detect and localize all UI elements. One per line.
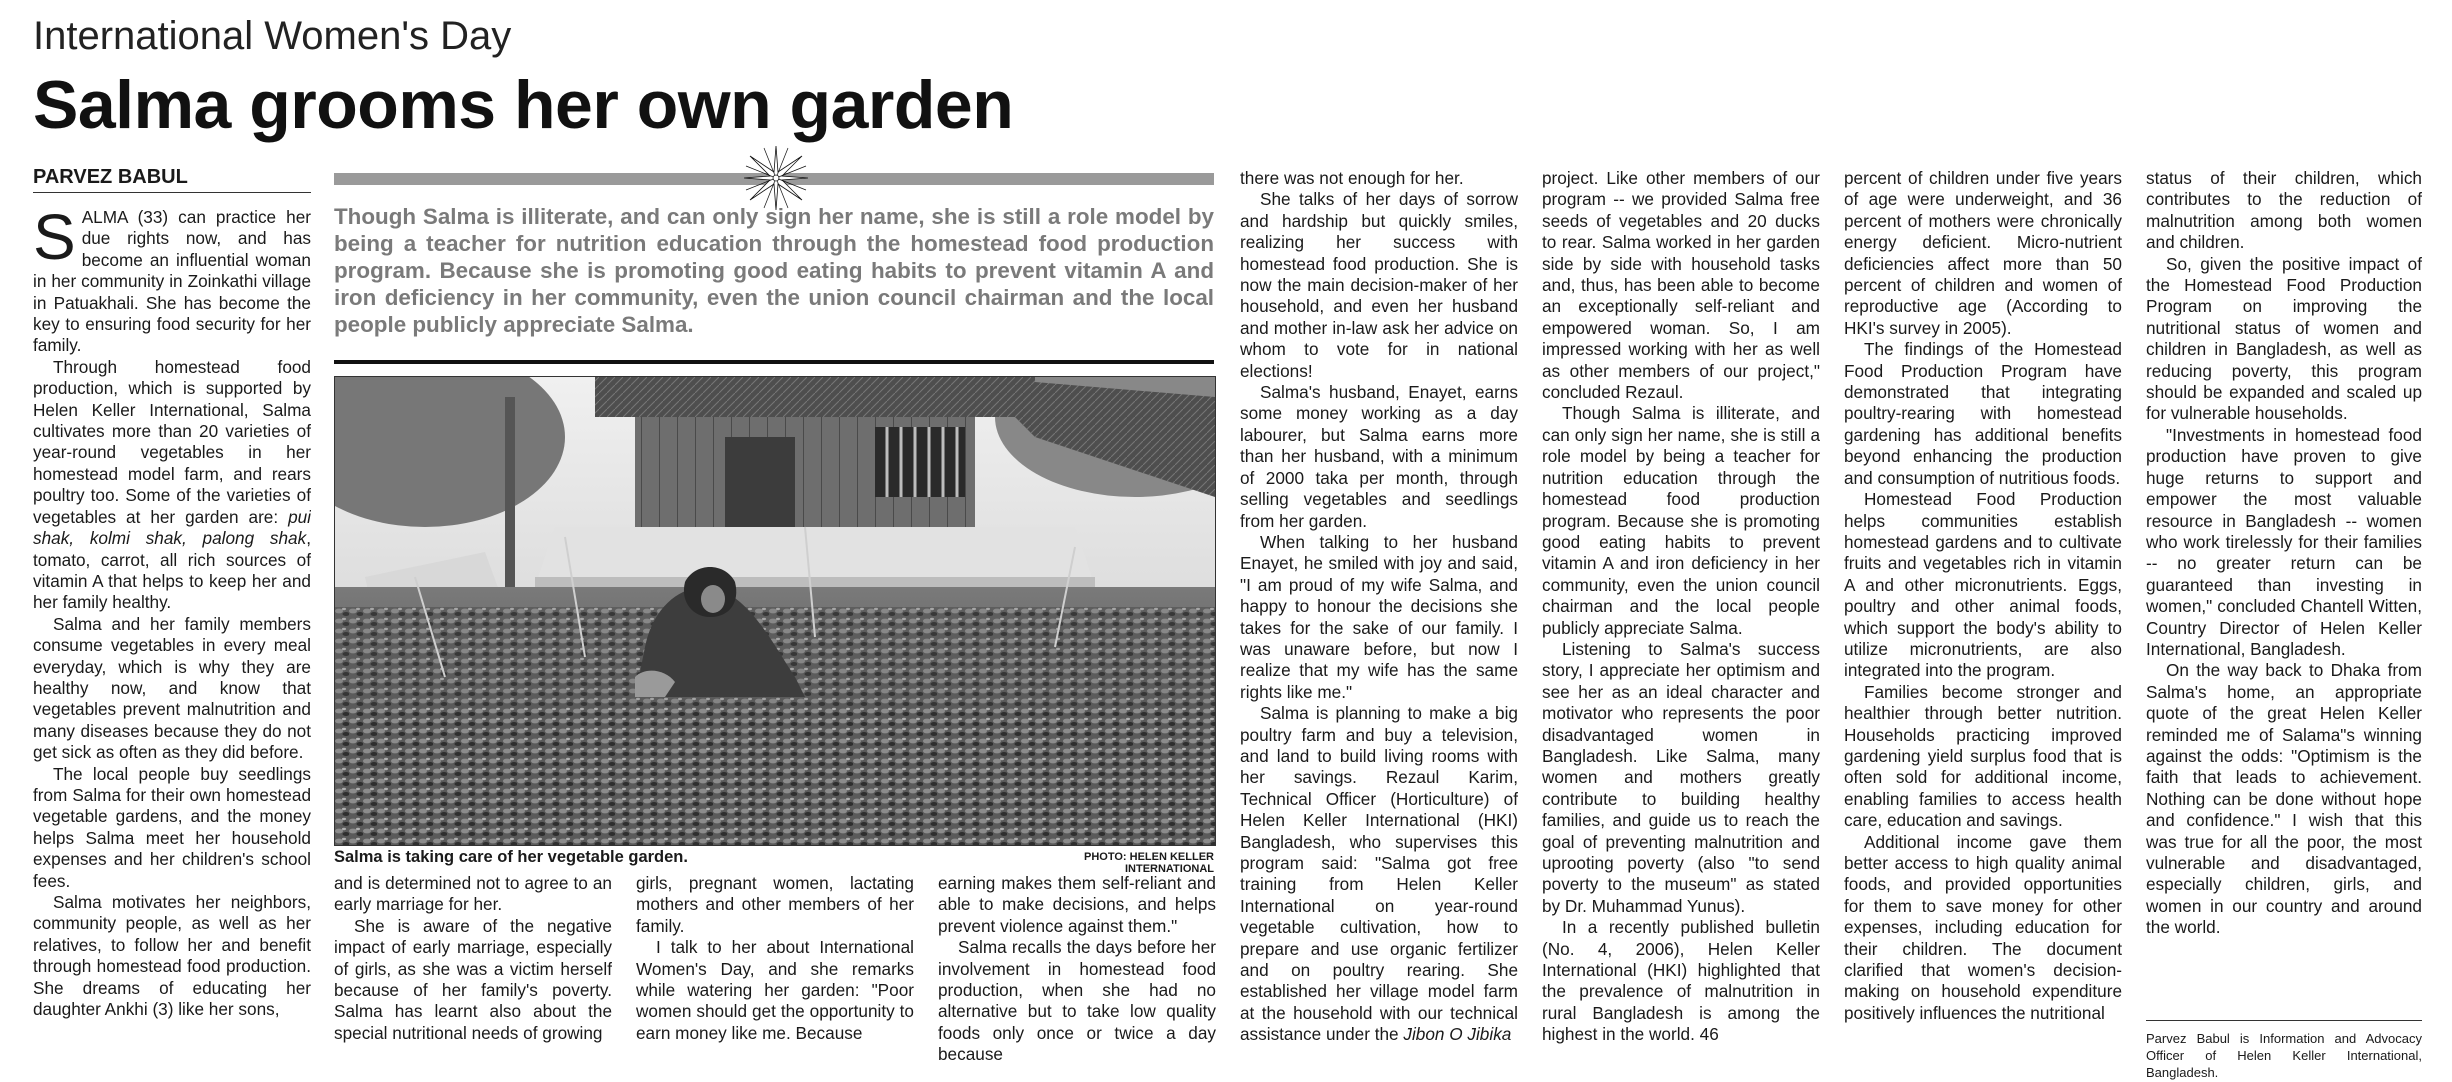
article-column-4 bbox=[938, 873, 1216, 1079]
paragraph: status of their children, which contributes to the reduction of malnutrition among both women and children. bbox=[2146, 168, 2422, 253]
article-column-3 bbox=[636, 873, 914, 1079]
paragraph: there was not enough for her. bbox=[1240, 168, 1464, 188]
paragraph: percent of children under five years of age were underweight, and 36 percent of mothers were chronically energy deficient. Micro-nutrient deficiencies affect more than 50 percent of children and women of reproductive age (According to HKI's survey in 2005). bbox=[1844, 168, 2122, 338]
paragraph-text: Salma is planning to make a big poultry farm and buy a television, and land to build living rooms with her savings. Rezaul Karim, Technical Officer (Horticulture) of Helen Keller International (HKI) Bangladesh, who supervises this program said: "Salma got free training from Helen Keller International on year-round vegetable cultivation, how to prepare and use organic fertilizer and on poultry rearing. She established her village model farm at the household with our technical assistance under the bbox=[1240, 703, 1518, 1045]
deck-summary: Though Salma is illiterate, and can only sign her name, she is still a role model by being a teacher for nutrition education through the homestead food production program. Because she is promoting good eating habits to prevent vitamin A and iron deficiency in her community, even the union council chairman and the local people publicly appreciate Salma. bbox=[334, 204, 1214, 337]
paragraph: On the way back to Dhaka from Salma's home, an appropriate quote of the great Helen Keller reminded me of Salama"s winning against the odds: "Optimism is the faith that leads to achievement. Nothing can be done without hope and confidence." I wish that this was true for all the poor, the most vulnerable and disadvantaged, especially children, girls, and women in our country and around the world. bbox=[2146, 660, 2422, 938]
paragraph bbox=[33, 357, 311, 614]
starburst-icon bbox=[744, 146, 808, 210]
bio-divider bbox=[2146, 1020, 2422, 1021]
paragraph: "Investments in homestead food production have proven to give huge returns to support and empower the most valuable resource in Bangladesh -- women who work tirelessly for their families -- no greater return can be guaranteed than investing in women," concluded Chantell Witten, Country Director of Helen Keller International, Bangladesh. bbox=[2146, 424, 2422, 659]
paragraph: The findings of the Homestead Food Production Program have demonstrated that integrating poultry-rearing with homestead gardening has additional benefits beyond enhancing the production and consumption of nutritious foods. bbox=[1844, 339, 2122, 488]
article-photo bbox=[334, 376, 1216, 846]
paragraph-text: Through homestead food production, which is supported by Helen Keller International, Salma cultivates more than 20 varieties of year-round vegetables in her homestead model farm, and rears poultry too. Some of the varieties of vegetables at her garden are: bbox=[33, 356, 311, 527]
article-column-5 bbox=[1240, 168, 1518, 1079]
paragraph bbox=[1240, 703, 1518, 1046]
drop-cap: S bbox=[33, 207, 76, 273]
paragraph: Homestead Food Production helps communities establish homestead gardens and to cultivate fruits and vegetables rich in vitamin A and other micronutrients. Eggs, poultry and other animal foods, which support the body's ability to utilize micronutrients, are also integrated into the program. bbox=[1844, 489, 2122, 681]
article-column-7 bbox=[1844, 168, 2122, 1079]
paragraph: Additional income gave them better access to high quality animal foods, and provided opportunities for them to save money for other expenses, including education for their children. The document clarified that women's decision-making on household expenditure positively influences the nutritional bbox=[1844, 831, 2122, 1023]
paragraph: Families become stronger and healthier through better nutrition. Households practicing improved gardening yield surplus food that is often sold for additional income, enabling families to access health care, education and savings. bbox=[1844, 681, 2122, 831]
paragraph: Salma's husband, Enayet, earns some money working as a day labourer, but Salma earns more than her husband, with a minimum of 2000 taka per month, through selling vegetables and seedlings from her garden. bbox=[1240, 382, 1518, 531]
paragraph: Listening to Salma's success story, I appreciate her optimism and see her as an ideal character and motivator who represents the poor disadvantaged women in Bangladesh. Like Salma, many women and mothers greatly contribute to building healthy families, and guide us to reach the goal of preventing malnutrition and uprooting poverty (also "to send poverty to the museum" as stated by Dr. Muhammad Yunus). bbox=[1542, 638, 1820, 916]
paragraph bbox=[33, 207, 311, 357]
paragraph-text: , tomato, carrot, all rich sources of vitamin A that helps to keep her and her family healthy. bbox=[33, 528, 311, 613]
paragraph: The local people buy seedlings from Salma for their own homestead vegetable gardens, and the money helps Salma meet her household expenses and her children's school fees. bbox=[33, 763, 311, 891]
vegetable-names: pui shak, kolmi shak, palong shak bbox=[33, 506, 311, 549]
paragraph: So, given the positive impact of the Homestead Food Production Program on improving the nutritional status of women and children in Bangladesh, as well as reducing poverty, this program should be expanded and scaled up for vulnerable households. bbox=[2146, 253, 2422, 424]
article-column-2 bbox=[334, 873, 612, 1079]
paragraph: I talk to her about International Women's Day, and she remarks while watering her garden: "Poor women should get the opportunity to earn money like me. Because bbox=[636, 937, 914, 1043]
headline: Salma grooms her own garden bbox=[33, 67, 1014, 143]
paragraph: When talking to her husband Enayet, he smiled with joy and said, "I am proud of my wife Salma, and happy to honour the decisions she takes for the sake of our family. I was unaware before, but now I realize that my wife has the same rights like me." bbox=[1240, 531, 1518, 702]
photo-credit: PHOTO: HELEN KELLER INTERNATIONAL bbox=[1084, 851, 1214, 875]
paragraph: She is aware of the negative impact of early marriage, especially of girls, as she was a victim herself because of her family's poverty. Salma has learnt also about the special nutritional needs of growing bbox=[334, 915, 612, 1043]
byline: PARVEZ BABUL bbox=[33, 166, 311, 193]
paragraph: In a recently published bulletin (No. 4, 2006), Helen Keller International (HKI) highlighted that the prevalence of malnutrition in rural Bangladesh is among the highest in the world. 46 bbox=[1542, 917, 1820, 1045]
paragraph: Salma recalls the days before her involvement in homestead food production, when she had no alternative but to take low quality foods only once or twice a day because bbox=[938, 937, 1216, 1065]
garden-photo-illustration bbox=[335, 377, 1215, 845]
deck-rule bbox=[334, 360, 1214, 364]
paragraph: and is determined not to agree to an early marriage for her. bbox=[334, 873, 612, 915]
paragraph: girls, pregnant women, lactating mothers and other members of her family. bbox=[636, 873, 914, 936]
article-column-1 bbox=[33, 207, 311, 1079]
paragraph: Though Salma is illiterate, and can only sign her name, she is still a role model by being a teacher for nutrition education through the homestead food production program. Because she is promoting good eating habits to prevent vitamin A and iron deficiency in her community, even the union council chairman and the local people publicly appreciate Salma. bbox=[1542, 403, 1820, 638]
paragraph: Salma and her family members consume vegetables in every meal everyday, which is why they are healthy now, and know that vegetables prevent malnutrition and many diseases because they do not get sick as often as they did before. bbox=[33, 613, 311, 763]
paragraph-text: ALMA (33) can practice her due rights now, and has become an influential woman in her community in Zoinkathi village in Patuakhali. She has become the key to ensuring food security for her family. bbox=[33, 207, 311, 356]
article-column-6 bbox=[1542, 168, 1820, 1079]
paragraph: She talks of her days of sorrow and hardship but quickly smiles, realizing her success with homestead food production. She is now the main decision-maker of her household, and even her husband and mother in-law ask her advice on whom to vote for in national elections! bbox=[1240, 189, 1518, 381]
paragraph: earning makes them self-reliant and able to make decisions, and helps prevent violence against them." bbox=[938, 873, 1216, 936]
section-kicker: International Women's Day bbox=[33, 14, 512, 58]
author-bio: Parvez Babul is Information and Advocacy Officer of Helen Keller International, Bangladesh. bbox=[2146, 1031, 2422, 1080]
paragraph: project. Like other members of our program -- we provided Salma free seeds of vegetables and 20 ducks to rear. Salma worked in her garden side by side with household tasks and, thus, has been able to become an exceptionally self-reliant and empowered woman. So, I am impressed working with her as well as other members of our project," concluded Rezaul. bbox=[1542, 168, 1820, 403]
project-name: Jibon O Jibika bbox=[1403, 1024, 1512, 1045]
article-column-8 bbox=[2146, 168, 2422, 1008]
paragraph: Salma motivates her neighbors, community people, as well as her relatives, to follow her and benefit through homestead food production. She dreams of educating her daughter Ankhi (3) like her sons, bbox=[33, 892, 311, 1020]
photo-caption: Salma is taking care of her vegetable garden. bbox=[334, 848, 688, 866]
